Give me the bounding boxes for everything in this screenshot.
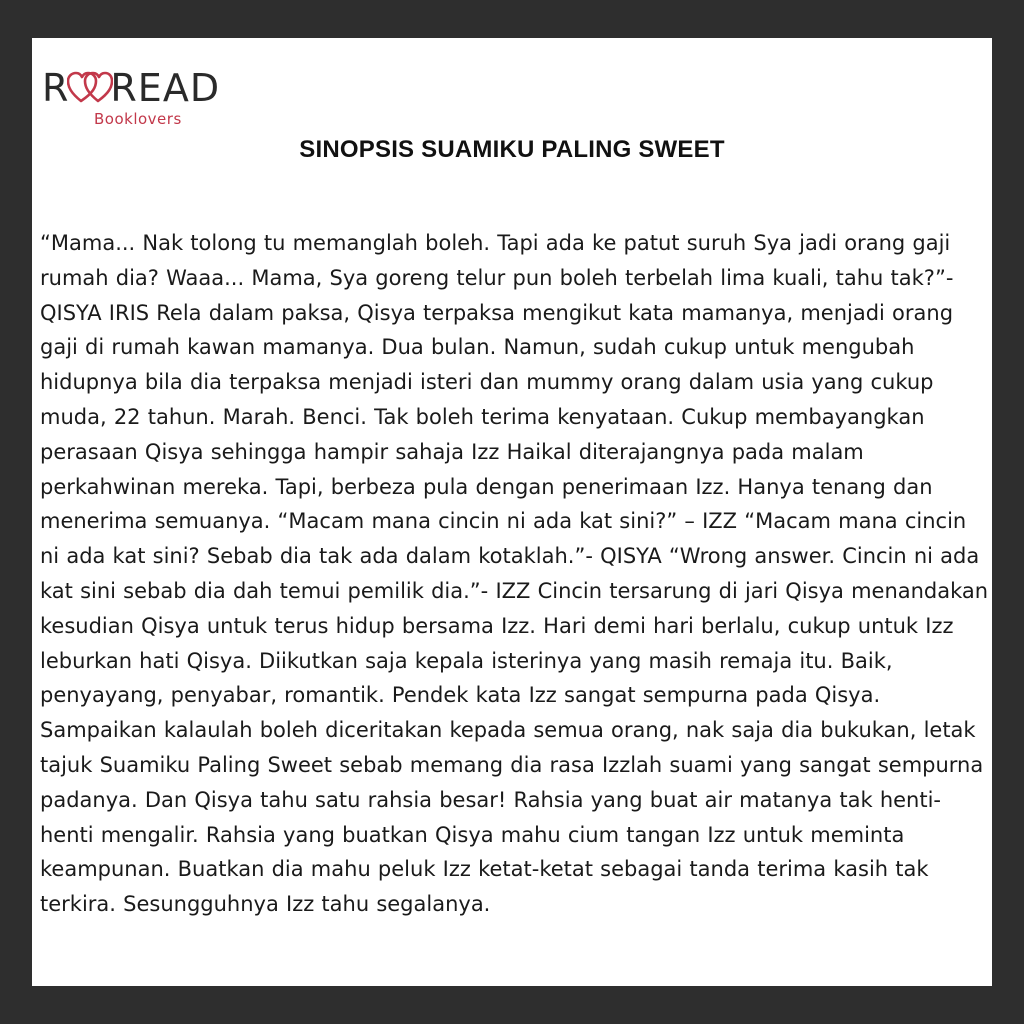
double-heart-icon — [67, 71, 113, 105]
logo-letter-r: R — [42, 66, 70, 110]
logo-tagline: Booklovers — [94, 110, 182, 128]
synopsis-body: “Mama... Nak tolong tu memanglah boleh. Tapi ada ke patut suruh Sya jadi orang gaji rumah dia? Waaa... Mama, Sya goreng telur pun boleh terbelah lima kuali, tahu tak?”- QISYA IRIS Rela dalam paksa, Qisya terpaksa mengikut kata mamanya, menjadi orang gaji di rumah kawan mamanya. Dua bulan. Namun, sudah cukup untuk mengubah hidupnya bila dia terpaksa menjadi isteri dan mummy orang dalam usia yang cukup muda, 22 tahun. Marah. Benci. Tak boleh terima kenyataan. Cukup membayangkan perasaan Qisya sehingga hampir sahaja Izz Haikal diterajangnya pada malam perkahwinan mereka. Tapi, berbeza pula dengan penerimaan Izz. Hanya tenang dan menerima semuanya. “Macam mana cincin ni ada kat sini?” – IZZ “Macam mana cincin ni ada kat sini? Sebab dia tak ada dalam kotaklah.”- QISYA “Wrong answer. Cincin ni ada kat sini sebab dia dah temui pemilik dia.”- IZZ Cincin tersarung di jari Qisya menandakan kesudian Qisya untuk terus hidup bersama Izz. Hari demi hari berlalu, cukup untuk Izz leburkan hati Qisya. Diikutkan saja kepala isterinya yang masih remaja itu. Baik, penyayang, penyabar, romantik. Pendek kata Izz sangat sempurna pada Qisya. Sampaikan kalaulah boleh diceritakan kepada semua orang, nak saja dia bukukan, letak tajuk Suamiku Paling Sweet sebab memang dia rasa Izzlah suami yang sangat sempurna padanya. Dan Qisya tahu satu rahsia besar! Rahsia yang buat air matanya tak henti-henti mengalir. Rahsia yang buatkan Qisya mahu cium tangan Izz untuk meminta keampunan. Buatkan dia mahu peluk Izz ketat-ketat sebagai tanda terima kasih tak terkira. Sesungguhnya Izz tahu segalanya. — [40, 231, 989, 917]
document-page — [32, 38, 992, 986]
logo-letters-read: READ — [110, 66, 221, 110]
brand-logo — [42, 66, 252, 130]
page-title: SINOPSIS SUAMIKU PALING SWEET — [299, 136, 725, 163]
logo-wordmark — [42, 66, 220, 110]
